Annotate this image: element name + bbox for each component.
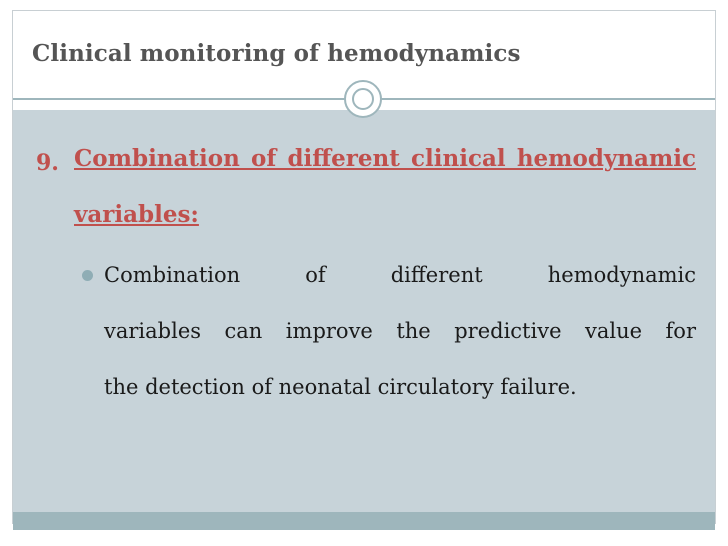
ring-inner-icon xyxy=(352,88,374,110)
bullet-line-3: the detection of neonatal circulatory failure. xyxy=(104,375,577,399)
item-heading-line2: variables: xyxy=(74,201,199,228)
bottom-band xyxy=(13,512,715,530)
bullet-line-1: Combination of different hemodynamic xyxy=(104,263,696,287)
bullet-icon xyxy=(82,270,93,281)
bullet-line-2: variables can improve the predictive value for xyxy=(104,319,696,343)
item-heading-line1: Combination of different clinical hemodynamic xyxy=(74,145,696,172)
ring-ornament-icon xyxy=(344,80,382,118)
slide-title: Clinical monitoring of hemodynamics xyxy=(32,40,521,67)
item-number: 9. xyxy=(36,150,59,176)
